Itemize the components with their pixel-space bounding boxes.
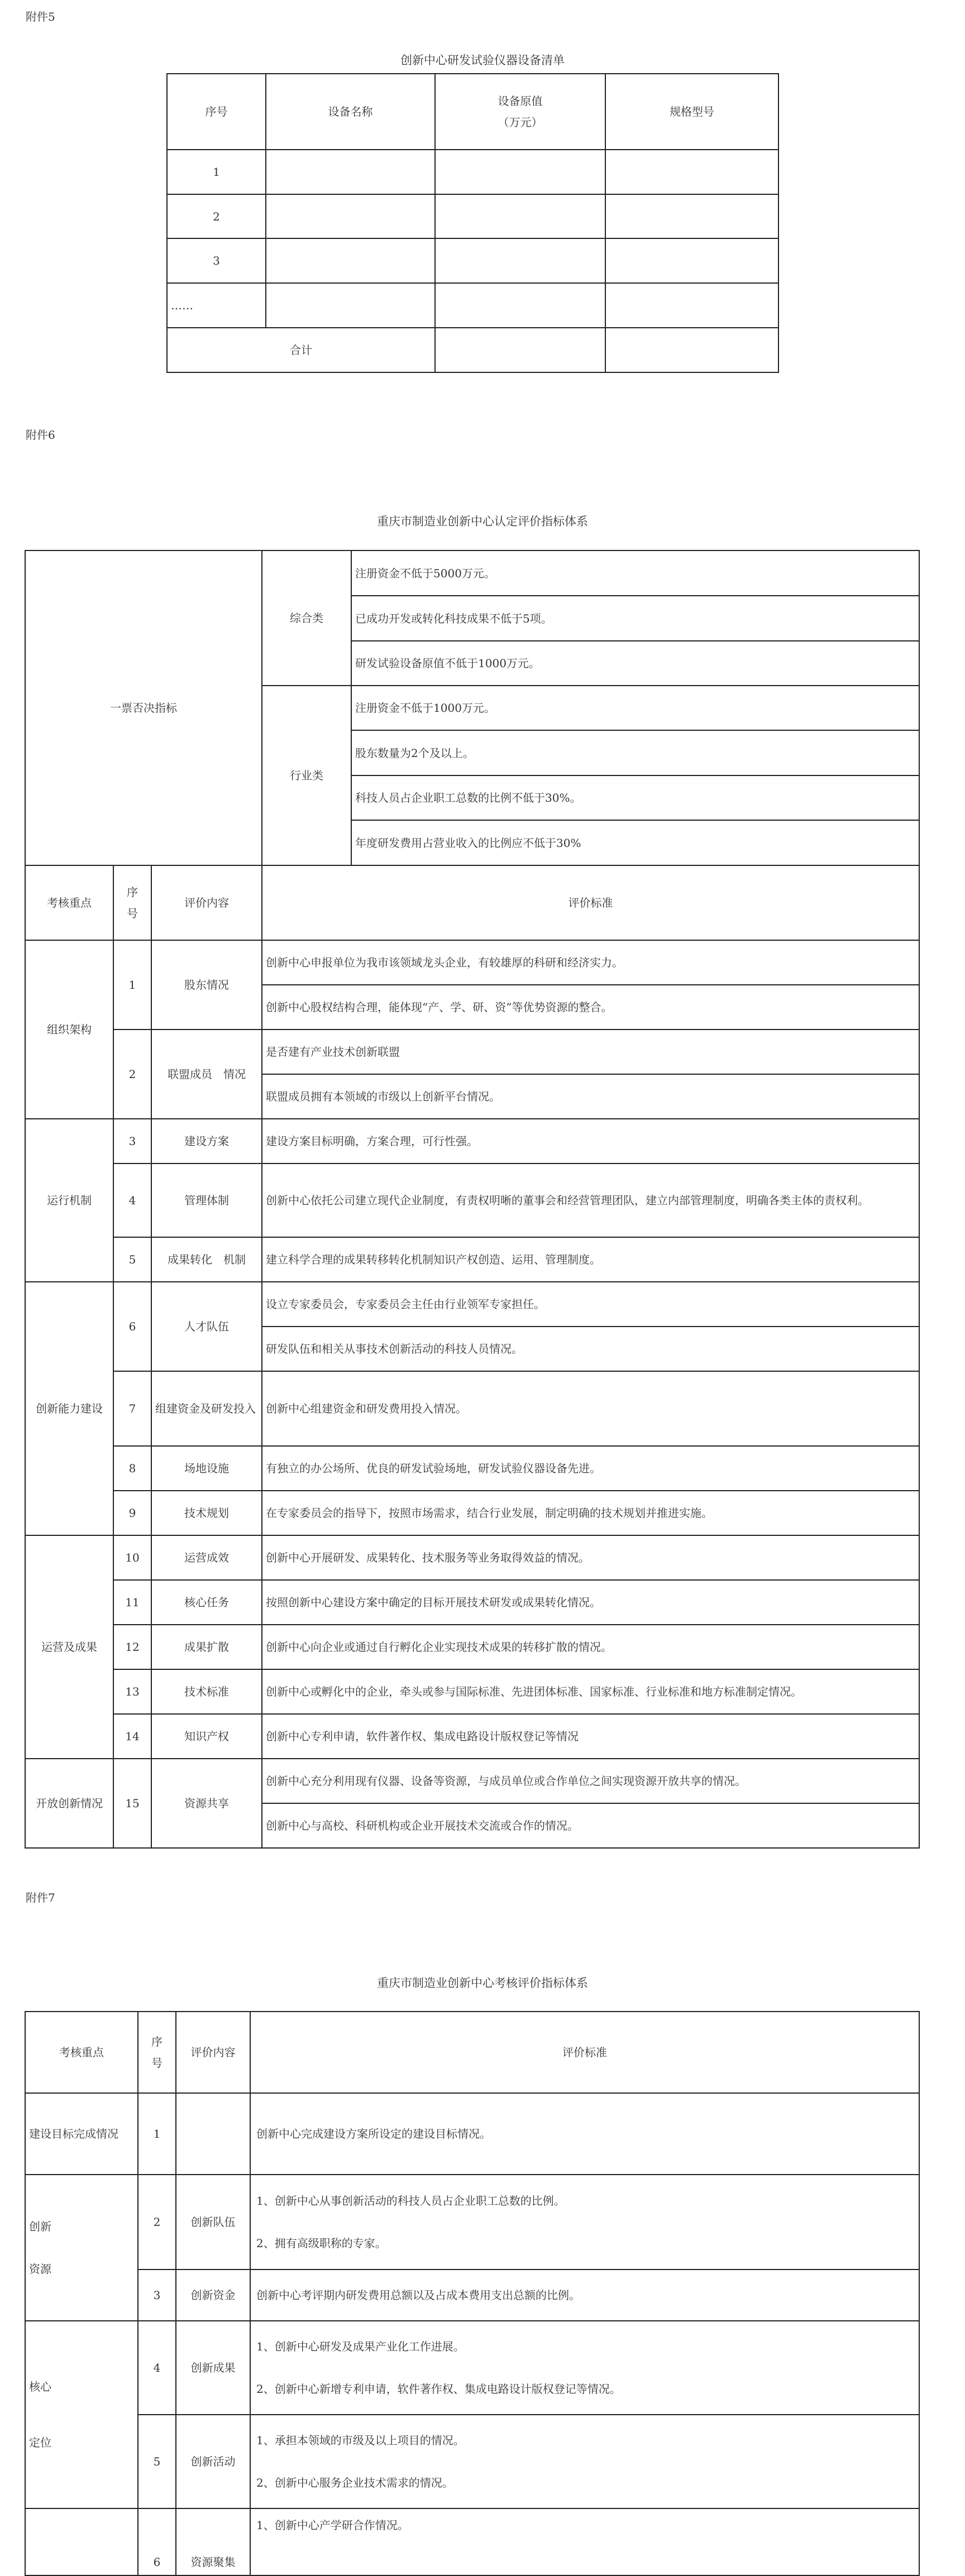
serial-cell: 4	[113, 1163, 151, 1237]
empty-cell	[435, 150, 605, 194]
table-row	[25, 1119, 919, 1163]
empty-cell	[266, 238, 435, 283]
standard-cell: 创新中心完成建设方案所设定的建设目标情况。	[250, 2093, 919, 2175]
focus-cell-line2: 资源	[29, 2262, 51, 2276]
header-spec-model: 规格型号	[605, 74, 778, 150]
header-standard: 评价标准	[250, 2012, 919, 2093]
serial-cell: 1	[138, 2093, 176, 2175]
empty-cell	[605, 328, 778, 372]
header-serial: 序号	[167, 74, 266, 150]
standard-cell: 创新中心与高校、科研机构或企业开展技术交流或合作的情况。	[262, 1803, 919, 1848]
content-cell: 建设方案	[151, 1119, 262, 1163]
focus-cell: 组织架构	[25, 940, 113, 1119]
standard-cell: 创新中心向企业或通过自行孵化企业实现技术成果的转移扩散的情况。	[262, 1625, 919, 1669]
table-row	[25, 1714, 919, 1759]
content-cell: 资源聚集	[176, 2508, 250, 2575]
serial-cell: 3	[113, 1119, 151, 1163]
attachment-5-label: 附件5	[26, 10, 55, 23]
serial-cell: 5	[138, 2415, 176, 2508]
total-row	[167, 328, 778, 372]
focus-cell-line1: 核心	[29, 2380, 51, 2393]
standard-cell: 创新中心申报单位为我市该领域龙头企业，有较雄厚的科研和经济实力。	[262, 940, 919, 985]
focus-cell	[25, 2508, 138, 2575]
header-content: 评价内容	[176, 2012, 250, 2093]
attachment-7-title: 重庆市制造业创新中心考核评价指标体系	[377, 1976, 588, 1990]
table-row	[167, 283, 778, 328]
header-focus: 考核重点	[25, 2012, 138, 2093]
table-row	[25, 2415, 919, 2508]
focus-cell: 创新能力建设	[25, 1282, 113, 1535]
standard-cell: 创新中心考评期内研发费用总额以及占成本费用支出总额的比例。	[250, 2269, 919, 2321]
focus-cell: 运营及成果	[25, 1535, 113, 1759]
header-serial	[138, 2012, 176, 2093]
standard-cell: 有独立的办公场所、优良的研发试验场地，研发试验仪器设备先进。	[262, 1446, 919, 1491]
serial-cell: 1	[113, 940, 151, 1030]
standard-cell: 创新中心或孵化中的企业，牵头或参与国际标准、先进团体标准、国家标准、行业标准和地方标准制定情况。	[262, 1669, 919, 1714]
veto-item: 注册资金不低于1000万元。	[351, 686, 919, 730]
header-standard: 评价标准	[262, 865, 919, 940]
standard-cell: 创新中心开展研发、成果转化、技术服务等业务取得效益的情况。	[262, 1535, 919, 1580]
serial-cell: 13	[113, 1669, 151, 1714]
standard-cell: 设立专家委员会，专家委员会主任由行业领军专家担任。	[262, 1282, 919, 1327]
standard-cell: 创新中心依托公司建立现代企业制度，有责权明晰的董事会和经营管理团队，建立内部管理制度，明确各类主体的责权利。	[262, 1163, 919, 1237]
recognition-evaluation-table	[25, 550, 920, 1849]
content-cell: 创新队伍	[176, 2175, 250, 2269]
content-cell: 创新资金	[176, 2269, 250, 2321]
table-row	[25, 1535, 919, 1580]
standard-cell: 在专家委员会的指导下，按照市场需求，结合行业发展，制定明确的技术规划并推进实施。	[262, 1491, 919, 1535]
standard-cell: 1、创新中心产学研合作情况。	[250, 2508, 919, 2575]
table-row	[25, 1371, 919, 1446]
standard-cell: 按照创新中心建设方案中确定的目标开展技术研发或成果转化情况。	[262, 1580, 919, 1625]
table-row	[25, 940, 919, 985]
focus-cell-line2: 定位	[29, 2436, 51, 2449]
attachment-6-title: 重庆市制造业创新中心认定评价指标体系	[377, 515, 588, 528]
empty-cell	[605, 150, 778, 194]
standard-cell: 创新中心组建资金和研发费用投入情况。	[262, 1371, 919, 1446]
content-cell: 技术标准	[151, 1669, 262, 1714]
standard-cell: 创新中心充分利用现有仪器、设备等资源，与成员单位或合作单位之间实现资源开放共享的情况。	[262, 1759, 919, 1803]
standard-cell: 联盟成员拥有本领域的市级以上创新平台情况。	[262, 1074, 919, 1119]
standard-cell: 建立科学合理的成果转移转化机制知识产权创造、运用、管理制度。	[262, 1237, 919, 1282]
header-focus: 考核重点	[25, 865, 113, 940]
serial-cell: 8	[113, 1446, 151, 1491]
standard-cell: 创新中心专利申请，软件著作权、集成电路设计版权登记等情况	[262, 1714, 919, 1759]
veto-item: 年度研发费用占营业收入的比例应不低于30%	[351, 820, 919, 865]
header-original-value-line1: 设备原值	[498, 94, 543, 108]
header-serial-line2: 号	[127, 907, 138, 920]
standard-line: 2、创新中心服务企业技术需求的情况。	[256, 2476, 453, 2489]
header-content: 评价内容	[151, 865, 262, 940]
header-serial-line2: 号	[151, 2056, 163, 2070]
content-cell: 创新成果	[176, 2321, 250, 2415]
serial-cell: 5	[113, 1237, 151, 1282]
serial-cell: 10	[113, 1535, 151, 1580]
header-serial-line1: 序	[127, 885, 138, 899]
row-serial: 2	[167, 194, 266, 238]
serial-cell: 15	[113, 1759, 151, 1848]
veto-item: 注册资金不低于5000万元。	[351, 550, 919, 596]
total-label: 合计	[167, 328, 435, 372]
table-row	[25, 1759, 919, 1803]
content-cell: 成果转化 机制	[151, 1237, 262, 1282]
content-cell: 组建资金及研发投入	[151, 1371, 262, 1446]
content-cell: 技术规划	[151, 1491, 262, 1535]
empty-cell	[266, 194, 435, 238]
table-row	[25, 1491, 919, 1535]
standard-cell	[250, 2415, 919, 2508]
table-row	[25, 1625, 919, 1669]
veto-item: 研发试验设备原值不低于1000万元。	[351, 641, 919, 686]
content-cell: 知识产权	[151, 1714, 262, 1759]
serial-cell: 14	[113, 1714, 151, 1759]
empty-cell	[266, 283, 435, 328]
table-row	[25, 1237, 919, 1282]
focus-cell: 运行机制	[25, 1119, 113, 1282]
attachment-5-title: 创新中心研发试验仪器设备清单	[400, 54, 565, 67]
table-row	[167, 238, 778, 283]
table-row	[25, 2093, 919, 2175]
standard-line: 1、承担本领域的市级及以上项目的情况。	[256, 2434, 465, 2447]
content-cell: 管理体制	[151, 1163, 262, 1237]
veto-indicator-label: 一票否决指标	[25, 550, 262, 865]
standard-line: 2、拥有高级职称的专家。	[256, 2237, 386, 2250]
row-serial: 3	[167, 238, 266, 283]
empty-cell	[605, 238, 778, 283]
veto-group-comprehensive: 综合类	[262, 550, 351, 686]
table-row	[25, 1163, 919, 1237]
table-row	[167, 194, 778, 238]
content-cell: 创新活动	[176, 2415, 250, 2508]
header-serial-line1: 序	[151, 2035, 163, 2048]
serial-cell: 2	[113, 1030, 151, 1119]
header-serial	[113, 865, 151, 940]
row-serial: 1	[167, 150, 266, 194]
empty-cell	[435, 283, 605, 328]
content-cell	[176, 2093, 250, 2175]
serial-cell: 4	[138, 2321, 176, 2415]
table-row	[25, 1446, 919, 1491]
attachment-6-label: 附件6	[26, 428, 55, 442]
serial-cell: 11	[113, 1580, 151, 1625]
standard-line: 2、创新中心新增专利申请，软件著作权、集成电路设计版权登记等情况。	[256, 2382, 621, 2396]
serial-cell: 2	[138, 2175, 176, 2269]
empty-cell	[266, 150, 435, 194]
content-cell: 场地设施	[151, 1446, 262, 1491]
table-row	[25, 1580, 919, 1625]
serial-cell: 7	[113, 1371, 151, 1446]
standard-cell: 是否建有产业技术创新联盟	[262, 1030, 919, 1074]
veto-item: 已成功开发或转化科技成果不低于5项。	[351, 596, 919, 641]
standard-cell	[250, 2321, 919, 2415]
standard-cell: 创新中心股权结构合理，能体现“产、学、研、资”等优势资源的整合。	[262, 985, 919, 1030]
header-original-value-line2: （万元）	[498, 116, 543, 129]
row-serial: ……	[167, 283, 266, 328]
table-row	[25, 2175, 919, 2269]
standard-cell: 建设方案目标明确，方案合理，可行性强。	[262, 1119, 919, 1163]
content-cell: 核心任务	[151, 1580, 262, 1625]
content-cell: 资源共享	[151, 1759, 262, 1848]
focus-cell	[25, 2175, 138, 2321]
content-cell: 股东情况	[151, 940, 262, 1030]
content-cell: 联盟成员 情况	[151, 1030, 262, 1119]
empty-cell	[605, 194, 778, 238]
table-row	[25, 2508, 919, 2575]
veto-item: 股东数量为2个及以上。	[351, 730, 919, 775]
serial-cell: 6	[138, 2508, 176, 2575]
empty-cell	[435, 194, 605, 238]
focus-cell-line1: 创新	[29, 2220, 51, 2233]
table-row	[25, 1282, 919, 1327]
empty-cell	[605, 283, 778, 328]
table-row	[25, 1669, 919, 1714]
table-row	[25, 1030, 919, 1074]
serial-cell: 6	[113, 1282, 151, 1371]
equipment-list-table	[166, 73, 779, 373]
veto-item: 科技人员占企业职工总数的比例不低于30%。	[351, 775, 919, 820]
table-row	[25, 2269, 919, 2321]
standard-line: 1、创新中心从事创新活动的科技人员占企业职工总数的比例。	[256, 2194, 565, 2208]
focus-cell: 开放创新情况	[25, 1759, 113, 1848]
empty-cell	[435, 328, 605, 372]
serial-cell: 3	[138, 2269, 176, 2321]
standard-line: 1、创新中心研发及成果产业化工作进展。	[256, 2340, 465, 2353]
standard-cell	[250, 2175, 919, 2269]
standard-cell: 研发队伍和相关从事技术创新活动的科技人员情况。	[262, 1327, 919, 1371]
header-original-value	[435, 74, 605, 150]
table-row	[167, 150, 778, 194]
serial-cell: 9	[113, 1491, 151, 1535]
veto-group-industry: 行业类	[262, 686, 351, 865]
focus-cell: 建设目标完成情况	[25, 2093, 138, 2175]
content-cell: 成果扩散	[151, 1625, 262, 1669]
content-cell: 人才队伍	[151, 1282, 262, 1371]
serial-cell: 12	[113, 1625, 151, 1669]
empty-cell	[435, 238, 605, 283]
content-cell: 运营成效	[151, 1535, 262, 1580]
attachment-7-label: 附件7	[26, 1891, 55, 1904]
table-row	[25, 2321, 919, 2415]
focus-cell	[25, 2321, 138, 2508]
assessment-evaluation-table	[25, 2011, 920, 2576]
header-equipment-name: 设备名称	[266, 74, 435, 150]
